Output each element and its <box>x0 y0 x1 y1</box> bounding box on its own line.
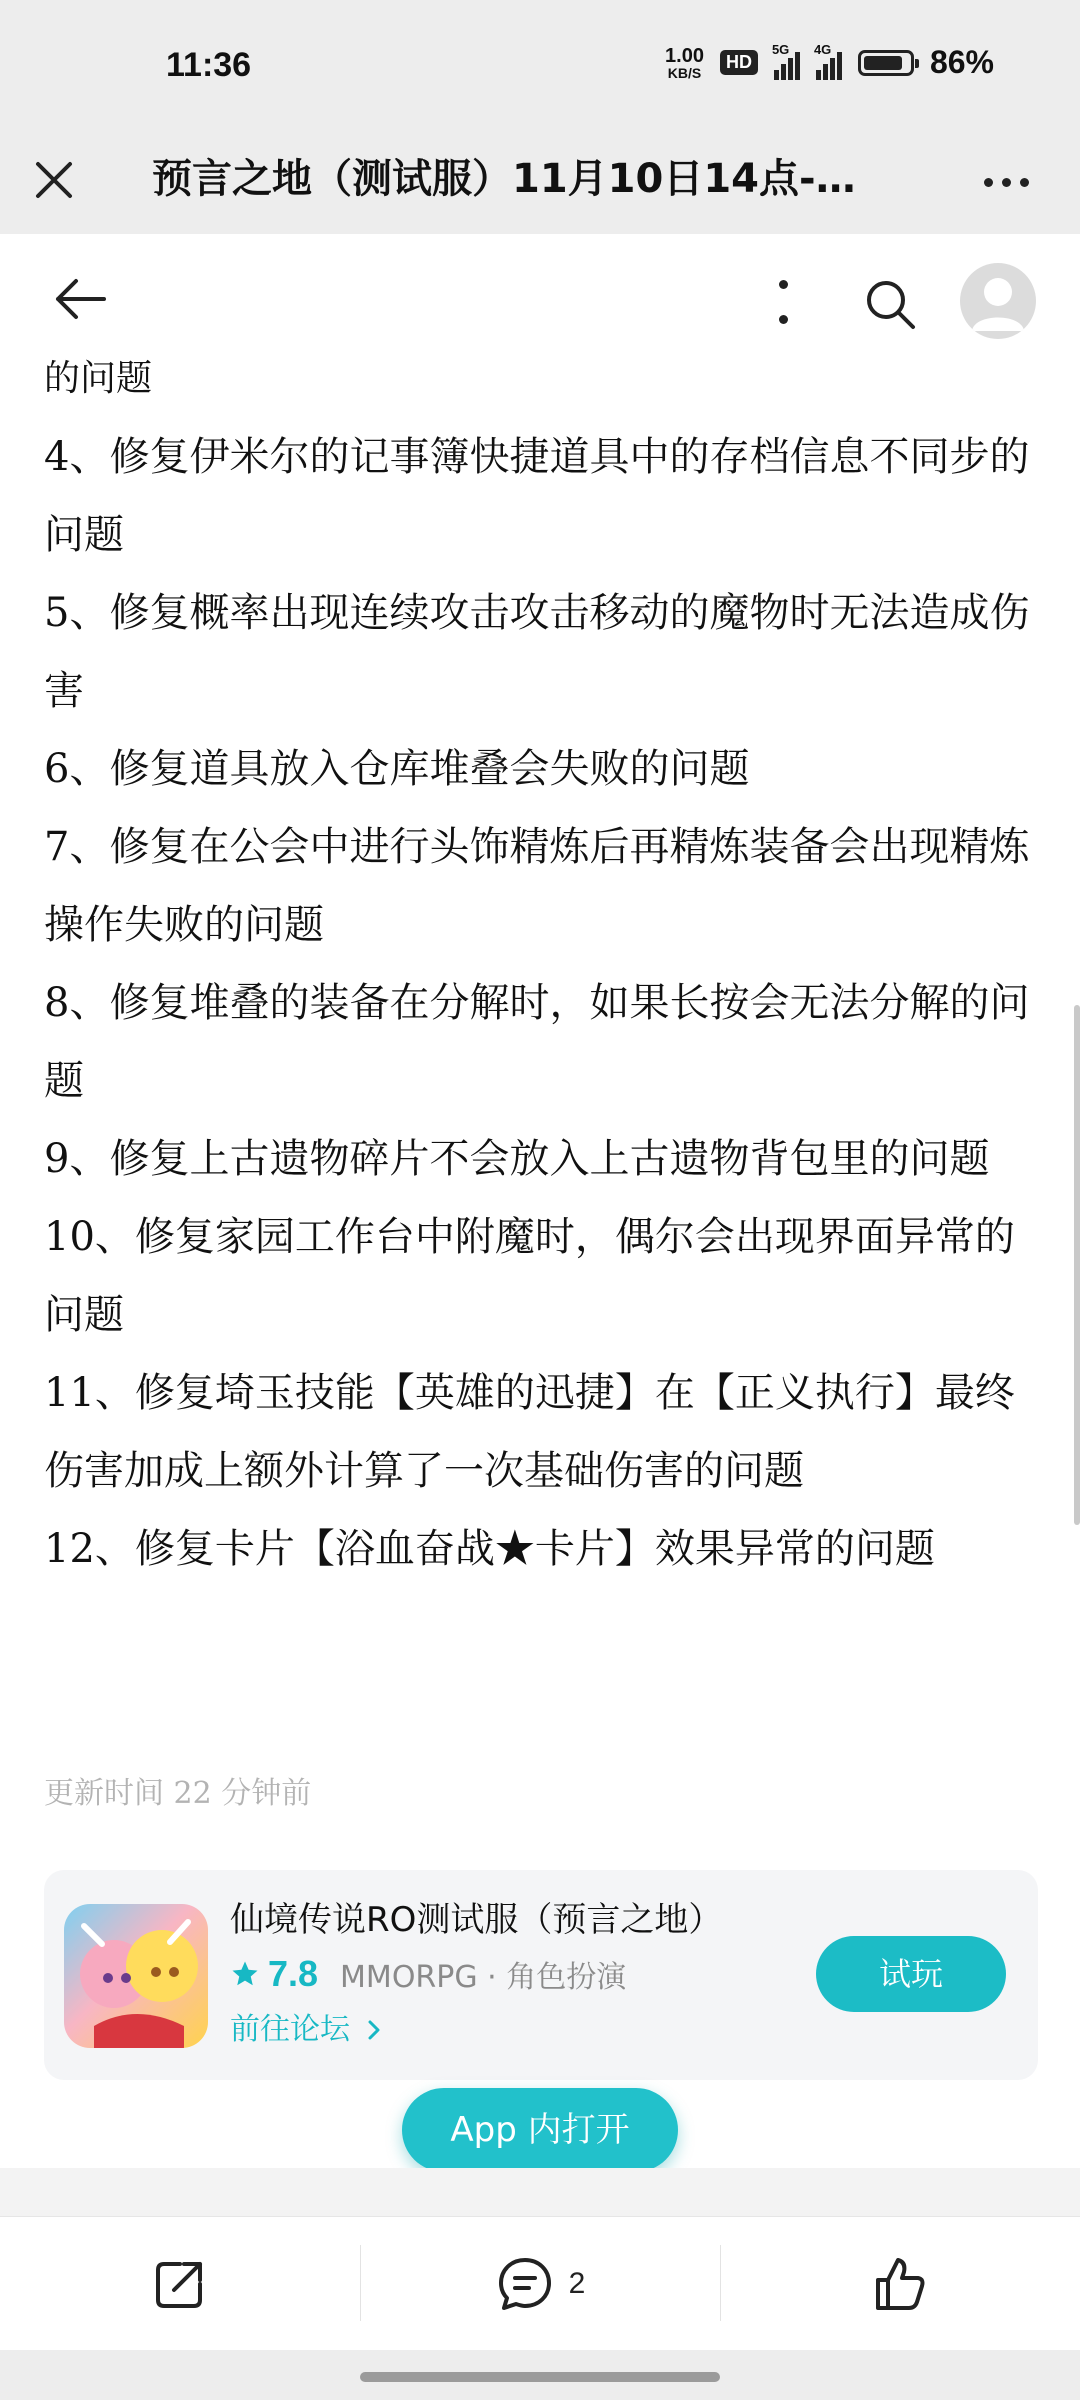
game-icon[interactable] <box>64 1904 208 2048</box>
battery-fill <box>864 56 902 70</box>
status-time: 11:36 <box>166 46 252 84</box>
list-item: 6、修复道具放入仓库堆叠会失败的问题 <box>44 746 750 792</box>
scrollbar[interactable] <box>1074 1005 1080 1525</box>
forum-link[interactable] <box>230 2004 384 2048</box>
home-indicator[interactable] <box>360 2372 720 2382</box>
list-item: 10、修复家园工作台中附魔时，偶尔会出现界面异常的问题 <box>44 1214 1015 1338</box>
kebab-dot <box>779 315 788 324</box>
article-body <box>44 354 1034 1588</box>
kebab-dot <box>779 280 788 289</box>
signal-5g-icon <box>771 41 800 80</box>
page-title: 预言之地（测试服）11月10日14点-… <box>152 156 856 202</box>
browser-title-bar <box>0 134 1080 234</box>
page-header <box>0 234 1080 364</box>
user-icon <box>960 263 1036 339</box>
game-rating: 7.8 <box>268 1953 319 1994</box>
network-speed-unit: KB/S <box>667 64 702 81</box>
search-icon <box>860 274 920 334</box>
signal-5g-label: 5G <box>771 41 790 57</box>
comment-button[interactable] <box>360 2217 720 2351</box>
close-button[interactable] <box>30 156 78 204</box>
update-time: 更新时间 22 分钟前 <box>44 1776 312 1811</box>
hd-voice-icon: HD <box>720 50 758 75</box>
forum-link-label: 前往论坛 <box>230 2012 350 2047</box>
section-divider <box>0 2168 1080 2216</box>
list-item: 11、修复埼玉技能【英雄的迅捷】在【正义执行】最终伤害加成上额外计算了一次基础伤害的问题 <box>44 1370 1015 1494</box>
list-item: 5、修复概率出现连续攻击攻击移动的魔物时无法造成伤害 <box>44 590 1030 714</box>
like-button[interactable] <box>720 2217 1080 2351</box>
list-item: 9、修复上古遗物碎片不会放入上古遗物背包里的问题 <box>44 1136 990 1182</box>
list-item: 7、修复在公会中进行头饰精炼后再精炼装备会出现精炼操作失败的问题 <box>44 824 1030 948</box>
open-in-app-button[interactable]: App 内打开 <box>402 2088 678 2172</box>
back-button[interactable] <box>50 274 110 324</box>
list-item: 8、修复堆叠的装备在分解时，如果长按会无法分解的问题 <box>44 980 1030 1104</box>
battery-icon <box>858 50 914 76</box>
search-button[interactable] <box>860 274 920 334</box>
share-button[interactable] <box>0 2217 360 2351</box>
status-bar <box>0 0 1080 134</box>
avatar[interactable] <box>960 263 1036 339</box>
list-item: 4、修复伊米尔的记事簿快捷道具中的存档信息不同步的问题 <box>44 434 1030 558</box>
comment-icon <box>495 2254 555 2314</box>
signal-4g-label: 4G <box>813 41 832 57</box>
signal-4g-icon <box>813 41 842 80</box>
more-dot <box>1020 178 1029 187</box>
game-meta <box>230 1952 626 1996</box>
share-icon <box>150 2254 210 2314</box>
more-dot <box>1002 178 1011 187</box>
close-icon <box>30 156 78 204</box>
status-indicators <box>665 41 994 81</box>
battery-percent: 86% <box>929 44 994 80</box>
comment-count: 2 <box>568 2267 586 2300</box>
thumbs-up-icon <box>870 2254 930 2314</box>
game-name[interactable]: 仙境传说RO测试服（预言之地） <box>230 1900 723 1940</box>
arrow-left-icon <box>50 274 110 324</box>
network-speed <box>665 46 704 80</box>
game-genre: MMORPG · 角色扮演 <box>340 1960 627 1995</box>
game-card[interactable] <box>44 1870 1038 2080</box>
list-item: 12、修复卡片【浴血奋战★卡片】效果异常的问题 <box>44 1526 935 1572</box>
star-icon <box>230 1959 260 1989</box>
try-button[interactable]: 试玩 <box>816 1936 1006 2012</box>
chevron-right-icon <box>364 2018 384 2042</box>
network-speed-value: 1.00 <box>665 44 704 67</box>
more-options-button[interactable] <box>984 162 1040 202</box>
article-partial-line: 的问题 <box>44 358 153 399</box>
game-art-icon <box>64 1904 208 2048</box>
article-menu-button[interactable] <box>768 280 798 324</box>
bottom-toolbar <box>0 2216 1080 2351</box>
more-dot <box>984 178 993 187</box>
